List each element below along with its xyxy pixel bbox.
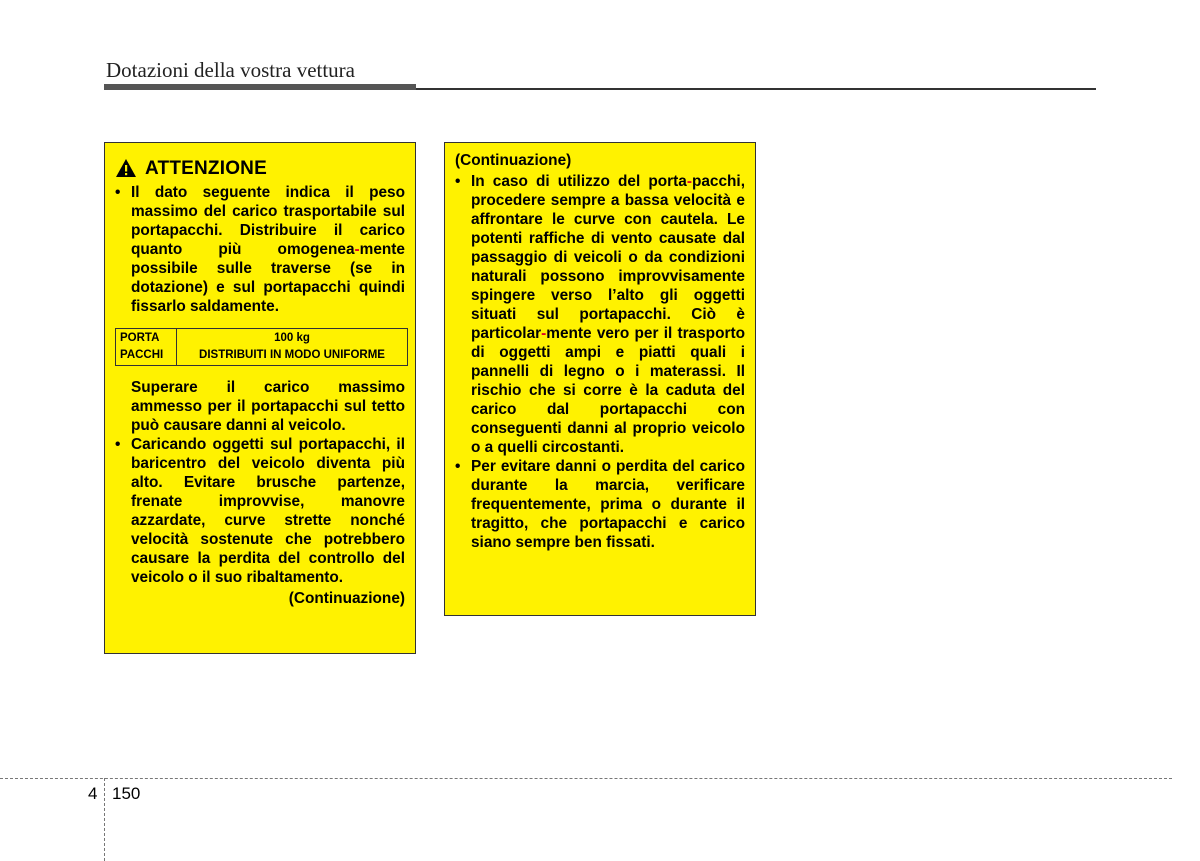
table-value — [177, 329, 408, 366]
list-item — [455, 457, 745, 552]
load-capacity-table — [115, 328, 408, 366]
bullet-text: Per evitare danni o perdita del carico durante la marcia, verificare frequentemente, prima o durante il tragitto, che portapacchi e carico siano sempre ben fissati. — [471, 458, 745, 551]
table-label-line: PACCHI — [120, 349, 164, 361]
bullet-dot: • — [455, 458, 461, 475]
warning-box-right — [444, 142, 756, 616]
chapter-number: 4 — [88, 784, 98, 803]
header-rule-thin — [416, 88, 1096, 90]
table-value-line: 100 kg — [274, 332, 310, 344]
bullet-text: In caso di utilizzo del porta-pacchi, procedere sempre a bassa velocità e affrontare le curve con cautela. Le potenti raffiche di vento causate dal passaggio di veicoli o da condizioni naturali possono improvvisamente spingere verso l’alto gli oggetti situati sul portapacchi. Ciò è particolar-mente vero per il trasporto di oggetti ampi e piatti quali i pannelli di legno o i materassi. Il rischio che si corre è la caduta del carico dal portapacchi con conseguenti danni al proprio veicolo o a quelli circostanti. — [471, 173, 745, 456]
continuation-note: (Continuazione) — [288, 590, 405, 607]
footer-vertical-divider — [104, 778, 105, 861]
footer-divider — [0, 778, 1172, 779]
warning-box-left — [104, 142, 416, 654]
bullet-dot: • — [115, 436, 121, 453]
paragraph: Superare il carico massimo ammesso per il portapacchi sul tetto può causare danni al veicolo. — [131, 379, 405, 434]
page-header-title: Dotazioni della vostra vettura — [106, 58, 355, 82]
table-label-line: PORTA — [120, 332, 160, 344]
bullet-dot: • — [455, 173, 461, 190]
table-value-line: DISTRIBUITI IN MODO UNIFORME — [199, 349, 385, 361]
header-rule-dark — [104, 84, 416, 90]
list-item — [115, 435, 405, 587]
page-number: 150 — [112, 784, 141, 803]
bullet-text: Caricando oggetti sul portapacchi, il baricentro del veicolo diventa più alto. Evitare brusche partenze, frenate improvvise, manovre azzardate, curve strette nonché velocità sostenute che potrebbero causare la perdita del controllo del veicolo o il suo ribaltamento. — [131, 436, 405, 586]
list-item — [455, 172, 745, 457]
continuation-heading: (Continuazione) — [455, 152, 572, 169]
table-row — [116, 329, 408, 366]
table-label — [116, 329, 177, 366]
bullet-text: Il dato seguente indica il peso massimo del carico trasportabile sul portapacchi. Distribuire il carico quanto più omogenea-mente possibile sulle traverse (se in dotazione) e sul portapacchi quindi fissarlo saldamente. — [131, 184, 405, 315]
warning-title: ATTENZIONE — [145, 157, 267, 179]
list-item — [115, 183, 405, 316]
warning-heading — [115, 155, 405, 181]
bullet-dot: • — [115, 184, 121, 201]
warning-triangle-icon — [115, 158, 137, 178]
